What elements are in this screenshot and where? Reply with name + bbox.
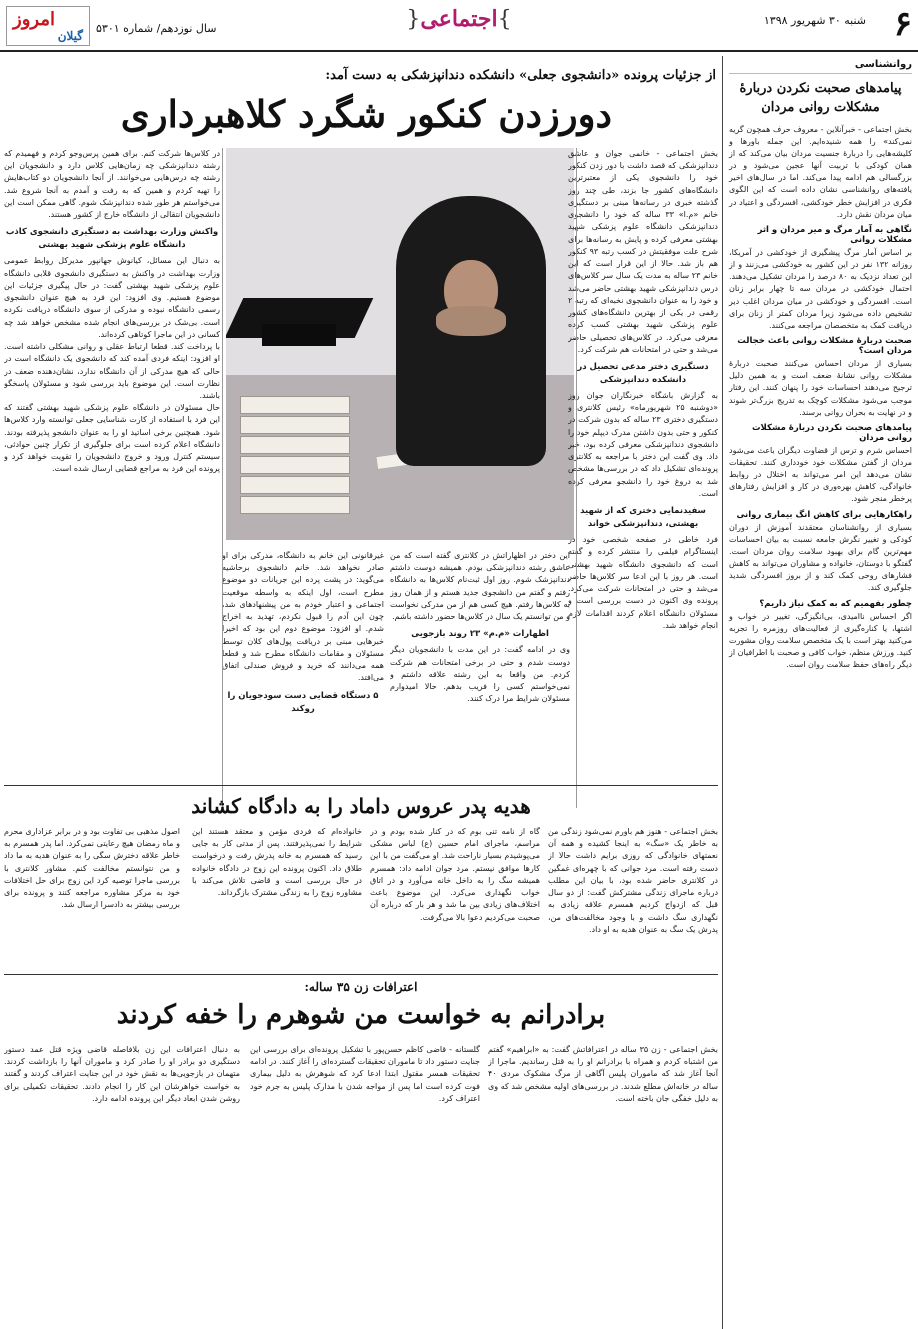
paragraph: به دنبال اعترافات این زن بلافاصله قاضی ویژه قتل عمد دستور دستگیری دو برادر او را صادر کرد و ماموران آنها را بازداشت کردند. متهمان در بازجویی‌ها به نقش خود در این جنایت اعتراف کردند و گفتند به خواست خواهرشان این کار را انجام دادند. تحقیقات تکمیلی برای روشن شدن ابعاد دیگر این پرونده ادامه دارد. — [4, 1045, 240, 1103]
paragraph: با پرداخت کند. قطعا ارتباط عقلی و روانی مشکلی داشته است. او افزود: اینکه فردی آمده کند که دانشجوی یک دانشگاه است در حالی که هیچ مدرکی از آن دانشگاه ندارد، نشان‌دهنده ضعف در نظارت است. این موضوع باید بررسی شود و مسئولان پاسخگو باشند. — [4, 342, 220, 400]
sidebar-paragraph: بسیاری از مردان احساس می‌کنند صحبت دربارهٔ مشکلات روانی نشانهٔ ضعف است و به همین دلیل ترجیح می‌دهند احساسات خود را پنهان کنند. این رفتار موجب می‌شود مشکلات کوچک به تدریج بزرگ‌تر شوند و در نهایت به بحران روانی برسند. — [729, 359, 912, 417]
paragraph: بخش اجتماعی - هنوز هم باورم نمی‌شود زندگی من به خاطر یک «سگ» به اینجا کشیده و همه آن نعمتهای خانوادگی که روزی برایم داشت حالا از دست رفته است. مرد جوانی که با چهره‌ای غمگین در کلانتری حاضر شده بود، با بیان این مطلب درباره ماجرای زندگی مشترکش گفت: از دو سال قبل که ازدواج کردیم همسرم علاقه زیادی به نگهداری سگ داشت و با وجود مخالفت‌های من، پدرش یک سگ به عنوان هدیه به او داد. — [548, 827, 718, 934]
paragraph: اصول مذهبی بی تفاوت بود و در برابر عزاداری محرم و ماه رمضان هیچ رعایتی نمی‌کرد. اما پدر همسرم به خاطر علاقه دخترش سگی را به عنوان هدیه به ما داد و من نتوانستم مخالفت کنم. مشاور کلانتری با بررسی ماجرا توصیه کرد این زوج برای حل اختلافات خود به مرکز مشاوره مراجعه کنند و پرونده برای بررسی بیشتر به دادسرا ارسال شد. — [4, 827, 180, 910]
sidebar-subhead: پیامدهای صحبت نکردن دربارهٔ مشکلات روانی مردان — [752, 422, 912, 443]
story1-column-d — [4, 148, 220, 808]
story1-subhead: واکنش وزارت بهداشت به دستگیری دانشجوی کاذب دانشگاه علوم پزشکی شهید بهشتی — [5, 227, 219, 251]
section-title — [406, 6, 511, 32]
book — [240, 416, 350, 434]
paragraph: این دختر در اظهاراتش در کلانتری گفته است که من عاشق رشته دندانپزشکی بودم. همیشه دوست داشتم دندانپزشک شوم. روز اول ثبت‌نام کلاس‌ها به دانشگاه رفتم و گفتم من دانشجوی جدید هستم و از همان روز به کلاس‌ها رفتم. هیچ کسی هم از من مدرکی نخواست و من توانستم یک سال در کلاس‌ها حضور داشته باشم. — [390, 551, 570, 622]
story1-column-b — [390, 550, 570, 808]
page-number: ۶ — [893, 4, 912, 44]
story3-column-b — [250, 1044, 480, 1324]
paragraph: در کلاس‌ها شرکت کنم. برای همین پرس‌وجو کردم و فهمیدم که رشته دندانپزشکی چه زمان‌هایی کلاس دارد و دانشجویان این رشته چه درس‌هایی می‌خوانند. از آنجا دانشجویان دو کتاب‌هایش را تهیه کردم و همین که به رفت و آمدم به آنجا شروع شد. می‌خواستم هر طور شده دندانپزشک شوم. گاهی ممکن است این دانشجویان انتقالی از دانشگاه خارج از کشور هستند. — [4, 149, 220, 220]
sidebar-paragraph: اگر احساس ناامیدی، بی‌انگیزگی، تغییر در خواب و اشتها، یا کناره‌گیری از فعالیت‌های روزمره را تجربه می‌کنید بهتر است با یک متخصص سلامت روان مشورت کنید. ورزش منظم، خواب کافی و صحبت با اطرافیان از دیگر راه‌های حفظ سلامت روان است. — [729, 611, 912, 670]
paragraph: حال مسئولان در دانشگاه علوم پزشکی شهید بهشتی گفتند که این فرد با استفاده از کارت شناسایی جعلی توانسته وارد کلاس‌ها شود. همچنین برخی اساتید او را به عنوان دانشجو پذیرفته بودند. دانشگاه اعلام کرده است برای جلوگیری از تکرار چنین حوادثی، سیستم کنترل ورود و خروج دانشجویان را تقویت خواهد کرد و پرونده این فرد به مراجع قضایی ارسال شده است. — [4, 403, 220, 474]
sidebar-psychology — [722, 56, 918, 1329]
book — [240, 436, 350, 454]
story2-headline: هدیه پدر عروس داماد را به دادگاه کشاند — [191, 794, 531, 818]
sidebar-subhead: صحبت دربارهٔ مشکلات روانی باعث خجالت مردان است؟ — [737, 336, 912, 357]
paragraph: خانواده‌ام که فردی مؤمن و معتقد هستند این شرایط را نمی‌پذیرفتند. پس از مدتی کار به جایی رسید که همسرم به خانه پدرش رفت و درخواست طلاق داد. اکنون پرونده این زوج در دادگاه خانواده در حال بررسی است و قاضی تلاش می‌کند با مشاوره زوج را به زندگی مشترک بازگرداند. — [192, 827, 362, 898]
paragraph: گاه از نامه تنی بوم که در کنار شده بودم و در مراسم، ماجرای امام حسین (ع) لباس مشکی می‌پوشیدم بسیار ناراحت شد. او می‌گفت من با این کارها موافق نیستم. مرد جوان ادامه داد: همسرم همیشه سگ را به داخل خانه می‌آورد و در اتاق خواب نگهداری می‌کرد. این موضوع باعث اختلاف‌های زیادی بین ما شد و هر بار که درباره آن صحبت می‌کردیم دعوا بالا می‌گرفت. — [370, 827, 540, 922]
story1-subhead: ۵ دستگاه قضایی دست سودجویان را روکند — [227, 690, 379, 714]
book — [240, 456, 350, 474]
paragraph: غیرقانونی این خانم به دانشگاه، مدرکی برای او صادر نخواهد شد. خانم دانشجوی برحاشیه می‌گوید: در پشت پرده این جریانات دو موضوع مطرح است، اول اینکه به واسطه موقعیت اجتماعی و اعتبار خودم به من پیشنهادهای شد، چون این آدم را قبول نکردم، تهدید به اخراج شدم. او افزود: موضوع دوم این بود که اخیرا خبرهایی مبنی بر دریافت پول‌های کلان توسط مسئولان و مقامات دانشگاه مطرح شد و قطعا همه می‌دانند که خرید و فروش صندلی اتفاق می‌افتد. — [222, 551, 384, 683]
sidebar-subhead: نگاهی به آمار مرگ و میر مردان و اثر مشکلات روانی — [757, 224, 912, 245]
sidebar-paragraph: بسیاری از روانشناسان معتقدند آموزش از دوران کودکی و تغییر نگرش جامعه نسبت به بیان احساسات مهم‌ترین گام برای بهبود سلامت روان مردان است. گفتگو با دوستان، خانواده و مشاوران می‌تواند به کاهش فشارهای روحی کمک کند و از بروز افسردگی شدید جلوگیری کند. — [729, 522, 912, 593]
section-divider — [4, 785, 718, 786]
sidebar-paragraph: احساس شرم و ترس از قضاوت دیگران باعث می‌شود مردان از گفتن مشکلات خود خودداری کنند. تحقیقات نشان می‌دهد این امر می‌تواند به اختلال در روابط خانوادگی، کاهش بهره‌وری در کار و افزایش رفتارهای پرخطر منجر شود. — [729, 445, 912, 504]
logo-word-gilan: گیلان — [57, 29, 83, 43]
sidebar-kicker: روانشناسی — [729, 56, 912, 74]
section-divider — [4, 974, 718, 975]
story2-column-d — [4, 826, 180, 968]
paragraph: به گزارش باشگاه خبرنگاران جوان روز «دوشنبه ۲۵ شهریورماه» رئیس کلانتری و دستگیری دختری ۲۳ ساله که بدون شرکت در کنکور و حتی بدون داشتن مدرک دیپلم خود را دانشجوی دندانپزشکی معرفی کرده بود، خبر داد. وی گفت این دختر با مراجعه به کلانتری پرونده‌ای تشکیل داد که در بررسی‌ها مشخص شد به دروغ خود را دانشجو معرفی کرده است. — [568, 390, 718, 498]
story3-column-a — [488, 1044, 718, 1324]
story3-column-c — [4, 1044, 240, 1324]
story2-column-b — [370, 826, 540, 968]
graduation-cap-base — [262, 324, 336, 346]
logo-word-emrooz: امروز — [13, 9, 55, 30]
section-label: اجتماعی — [420, 6, 498, 32]
stack-of-books — [240, 336, 350, 526]
paragraph: فرد خاطی در صفحه شخصی خود در اینستاگرام فیلمی را منتشر کرده و گفته است که دانشجوی دانشگاه شهید بهشتی است. هر روز با این ادعا سر کلاس‌ها حاضر می‌شد و حتی در امتحانات شرکت می‌کرد. پرونده وی اکنون در دست بررسی است و مسئولان دانشگاه اعلام کردند اقدامات لازم انجام خواهد شد. — [568, 535, 718, 630]
sidebar-paragraph: بر اساس آمار مرگ پیشگیری از خودکشی در آمریکا، روزانه ۱۳۲ نفر در این کشور به خودکشی می‌زنند و از این تعداد نزدیک به ۸۰ درصد را مردان تشکیل می‌دهند. احتمال خودکشی در مردان سه تا چهار برابر زنان است. افسردگی و خودکشی در میان مردان اغلب دیر تشخیص داده می‌شود زیرا مردان کمتر از زنان برای دریافت کمک به متخصصان مراجعه می‌کنند. — [729, 247, 912, 330]
story3-headline: برادرانم به خواست من شوهرم را خفه کردند — [116, 1000, 606, 1030]
newspaper-logo — [6, 6, 90, 46]
brace-left-ornament: { — [406, 7, 421, 32]
column-divider — [576, 148, 577, 808]
sidebar-subhead: چطور بفهمیم که به کمک نیاز داریم؟ — [759, 598, 912, 609]
story1-column-a — [568, 148, 718, 808]
brace-right-ornament: } — [497, 7, 512, 32]
book — [240, 496, 350, 514]
book — [240, 396, 350, 414]
student-with-graduation-cap-photo — [226, 148, 574, 540]
hands — [436, 306, 506, 336]
paragraph: وی در ادامه گفت: در این مدت با دانشجویان دیگر دوست شدم و حتی در برخی امتحانات هم شرکت کردم. من واقعا به این رشته علاقه داشتم و نمی‌خواستم کسی را فریب بدهم. حالا امیدوارم مسئولان شرایط مرا درک کنند. — [390, 645, 570, 704]
story1-subhead: اظهارات «م.م» ۲۳ روند بازجویی — [411, 629, 549, 640]
story1-subhead: سفیدنمایی دختری که از شهید بهشتی، دندانپزشکی خواند — [580, 506, 706, 530]
sidebar-subhead: راهکارهایی برای کاهش انگ بیماری روانی — [736, 509, 912, 520]
issue-date: شنبه ۳۰ شهریور ۱۳۹۸ — [763, 14, 866, 27]
sidebar-intro: بخش اجتماعی - خبرآنلاین - معروف حرف همچون گریه نمی‌کند» را همه شنیده‌ایم. این جمله باورها و کلیشه‌هایی را دربارهٔ جنسیت مردان بیان می‌کند که از همان کودکی با تربیت آنها عجین می‌شود و در بزرگسالی هم ادامه پیدا می‌کند. اما در سال‌های اخیر یافته‌های روانشناسی نشان داده است که این الگوی فکری در افزایش خطر خودکشی، افسردگی و اعتیاد در میان مردان نقش دارد. — [729, 124, 912, 219]
issue-number: سال نوزدهم/ شماره ۵۳۰۱ — [96, 22, 217, 35]
story2-column-c — [192, 826, 362, 968]
story1-kicker: از جزئیات پرونده «دانشجوی جعلی» دانشکده دندانپزشکی به دست آمد: — [325, 68, 716, 83]
paragraph: به دنبال این مسائل، کیانوش جهانپور مدیرکل روابط عمومی وزارت بهداشت در واکنش به دستگیری دانشجوی قلابی دانشگاه علوم پزشکی شهید بهشتی گفت: در حال پیگیری جزئیات این موضوع هستیم. وی افزود: این فرد به هیچ عنوان دانشجوی رسمی دانشگاه نبوده و مدرکی از سوی دانشگاه دریافت نکرده است. بی‌شک در بررسی‌های انجام شده مشخص خواهد شد چه کسانی در این ماجرا کوتاهی کرده‌اند. — [4, 256, 220, 339]
story2-column-a — [548, 826, 718, 968]
column-divider — [222, 148, 223, 808]
paragraph: گلستانه - قاضی کاظم حسن‌پور با تشکیل پرونده‌ای برای بررسی این جنایت دستور داد تا ماموران تحقیقات گسترده‌ای را آغاز کنند. در ادامه تحقیقات همسر مقتول ابتدا ادعا کرد که شوهرش به دلیل بیماری فوت کرده است اما پس از مواجه شدن با مدارک پلیس به جرم خود اعتراف کرد. — [250, 1045, 480, 1103]
story3-kicker: اعترافات زن ۳۵ ساله: — [304, 980, 418, 994]
book — [240, 476, 350, 494]
story1-subhead: دستگیری دختر مدعی تحصیل در دانشکده دندانپزشکی — [577, 361, 709, 385]
paragraph: بخش اجتماعی - خانمی جوان و عاشق دندانپزشکی که قصد داشت با دور زدن کنکور خود را دانشجوی یکی از معتبرترین دانشگاه‌های کشور جا بزند، طی چند روز گذشته خبری در رسانه‌ها مبنی بر دستگیری خانم «م.ا» ۳۳ ساله که خود را دانشجوی دندانپزشکی دانشگاه علوم پزشکی شهید بهشتی معرفی کرده و پایش به رسانه‌ها برای شرح علت موفقیتش در کسب رتبه ۹۳ کنکور هم باز شد. حالا از این قرار است که این خانم ۲۳ ساله به مدت یک سال سر کلاس‌های درس دندانپزشکی شهید بهشتی حاضر می‌شد و خود را به عنوان دانشجوی نخبه‌ای که رتبه ۲ رقمی در یکی از بهترین دانشگاه‌های کشور علوم پزشکی شهید بهشتی کسب کرده معرفی می‌کرد. در کلاس‌های تحصیلی حاضر می‌شد و حتی در امتحانات هم شرکت کرد. — [568, 149, 718, 354]
story1-headline: دورزدن کنکور شگرد کلاهبرداری — [120, 92, 612, 136]
paragraph: بخش اجتماعی - زن ۳۵ ساله در اعترافاتش گفت: به «ابراهیم» گفتم من اشتباه کردم و همراه با برادرانم او را به قتل رساندیم. ماجرا از آنجا آغاز شد که ماموران پلیس آگاهی از مرگ مشکوک مردی ۴۰ ساله در خانه‌اش مطلع شدند. در بررسی‌های اولیه مشخص شد که وی به دلیل خفگی جان باخته است. — [488, 1045, 718, 1103]
story1-column-c — [222, 550, 384, 808]
masthead — [0, 0, 918, 52]
sidebar-title: پیامدهای صحبت نکردن دربارهٔ مشکلات روانی مردان — [739, 81, 902, 115]
